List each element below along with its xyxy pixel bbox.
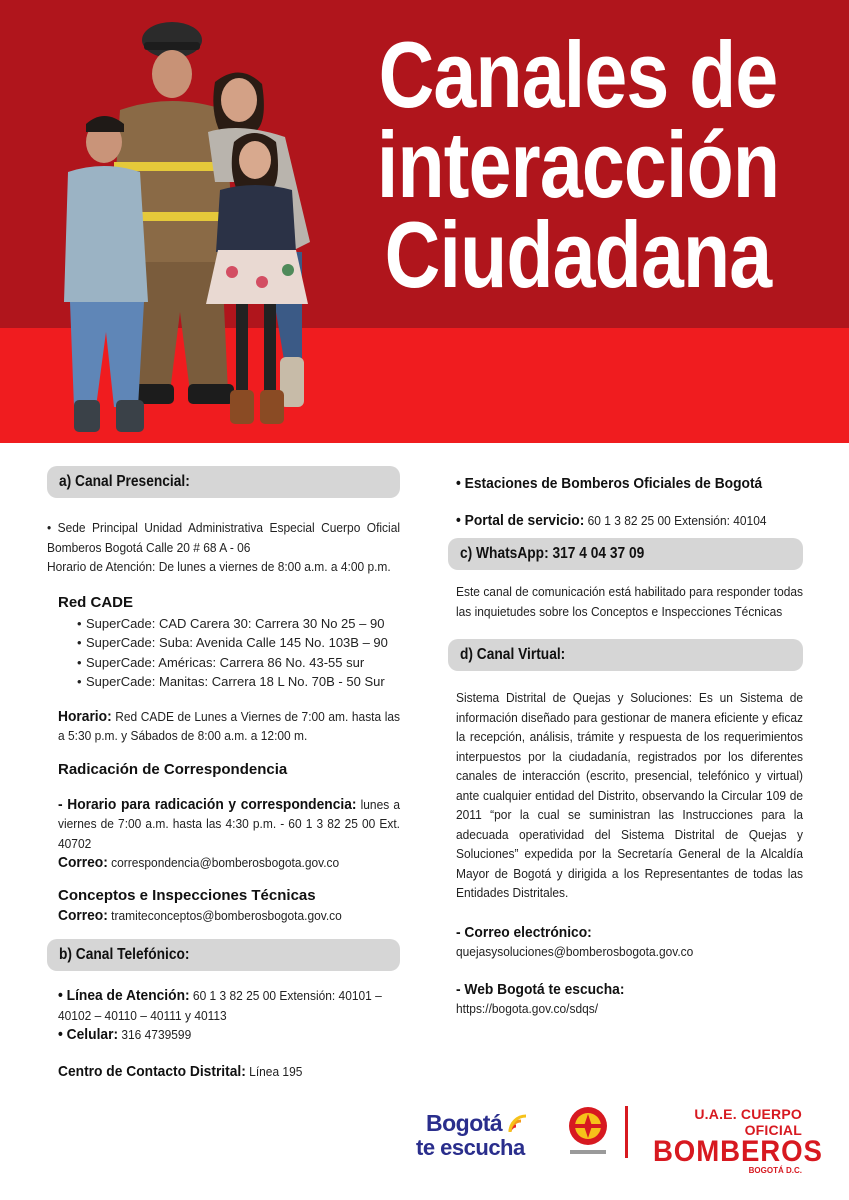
bomberos-logo <box>640 1106 823 1175</box>
radicacion-value: lunes a viernes de 7:00 a.m. hasta las 4:30 p.m. - 60 1 3 82 25 00 Ext. 40702 <box>58 796 401 851</box>
correo-correspondencia[interactable]: correspondencia@bomberosbogota.gov.co <box>107 855 340 870</box>
boy-shirt <box>64 166 148 302</box>
logo-divider <box>625 1106 628 1158</box>
sede-text: • Sede Principal Unidad Administrativa Especial Cuerpo Oficial Bomberos Bogotá Calle 20 # 68 A - 06 <box>47 520 401 555</box>
woman-face <box>221 78 257 122</box>
contacto-value: Línea 195 <box>245 1063 303 1079</box>
list-item: • SuperCade: CAD Carera 30: Carrera 30 No 25 – 90 <box>77 614 400 634</box>
radicacion-block <box>58 795 400 873</box>
portal-label: • Portal de servicio: <box>456 511 585 529</box>
virtual-web <box>456 980 803 1019</box>
boy-shoe-left <box>74 400 100 432</box>
helmet-brim <box>144 42 200 50</box>
estaciones-line: • Estaciones de Bomberos Oficiales de Bogotá <box>456 475 763 492</box>
girl-skirt <box>206 250 308 304</box>
correo-label: Correo: <box>58 854 108 871</box>
section-header-virtual: d) Canal Virtual: <box>448 639 803 671</box>
correo-conceptos[interactable]: tramiteconceptos@bomberosbogota.gov.co <box>107 907 342 923</box>
signal-arcs-icon <box>506 1112 532 1136</box>
red-cade-heading: Red CADE <box>58 593 134 611</box>
virtual-web-label: - Web Bogotá te escucha: <box>456 980 625 998</box>
left-column <box>47 466 400 1081</box>
skirt-flower <box>256 276 268 288</box>
firefighter-face <box>152 50 192 98</box>
boy-shoe-right <box>116 400 144 432</box>
conceptos-heading: Conceptos e Inspecciones Técnicas <box>58 886 316 904</box>
celular-label: • Celular: <box>58 1026 119 1043</box>
header-banner <box>0 0 849 443</box>
telefonico-block <box>58 986 400 1081</box>
portal-line <box>456 511 803 531</box>
horario-label: Horario: <box>58 707 112 725</box>
page-title <box>365 22 791 307</box>
conceptos-block <box>58 906 400 926</box>
skirt-leaf <box>282 264 294 276</box>
list-item: • SuperCade: Suba: Avenida Calle 145 No. 103B – 90 <box>77 633 400 653</box>
title-line-2: interacción <box>376 112 780 217</box>
girl-top <box>216 185 296 252</box>
radicacion-heading: Radicación de Correspondencia <box>58 760 288 778</box>
presencial-block <box>47 518 400 577</box>
virtual-web-link[interactable]: https://bogota.gov.co/sdqs/ <box>456 1001 599 1016</box>
right-column <box>448 474 803 1019</box>
horario-value: Red CADE de Lunes a Viernes de 7:00 am. hasta las a 5:30 p.m. y Sábados de 8:00 a.m. a 12:00 m. <box>58 708 401 743</box>
linea-label: • Línea de Atención: <box>58 987 190 1004</box>
section-header-whatsapp: c) WhatsApp: 317 4 04 37 09 <box>448 538 803 570</box>
radicacion-label: - Horario para radicación y correspondencia: <box>58 795 357 813</box>
firefighter-boot-right <box>188 384 234 404</box>
bogota-te-escucha-logo <box>414 1110 544 1162</box>
bomberos-seal-icon <box>564 1104 612 1162</box>
girl-face <box>239 141 271 179</box>
virtual-correo <box>456 923 803 962</box>
logo-bomberos-line3: BOGOTÁ D.C. <box>748 1166 802 1175</box>
red-cade-list <box>59 614 400 692</box>
boy-hair <box>86 116 124 132</box>
red-cade-horario <box>58 707 400 746</box>
portal-value: 60 1 3 82 25 00 Extensión: 40104 <box>584 512 767 528</box>
list-item: • SuperCade: Américas: Carrera 86 No. 43-55 sur <box>77 653 400 673</box>
logo-bomberos-line1: U.A.E. CUERPO OFICIAL <box>694 1106 802 1138</box>
girl-boot-right <box>260 390 284 424</box>
contacto-label: Centro de Contacto Distrital: <box>58 1062 246 1080</box>
virtual-correo-label: - Correo electrónico: <box>456 923 592 941</box>
section-header-presencial: a) Canal Presencial: <box>47 466 400 498</box>
girl-boot-left <box>230 390 254 424</box>
title-line-1: Canales de <box>378 22 778 127</box>
celular-value: 316 4739599 <box>118 1027 192 1042</box>
skirt-flower <box>226 266 238 278</box>
logo-bomberos-line2: BOMBEROS <box>652 1135 823 1168</box>
logo-bogota-line2: te escucha <box>416 1135 525 1160</box>
linea-value: 60 1 3 82 25 00 Extensión: 40101 – 40102 – 40110 – 40111 y 40113 <box>58 988 382 1023</box>
list-item: • SuperCade: Manitas: Carrera 18 L No. 70B - 50 Sur <box>77 672 400 692</box>
title-line-3: Ciudadana <box>384 202 772 307</box>
virtual-text: Sistema Distrital de Quejas y Soluciones: Es un Sistema de información diseñado para gestionar de manera eficiente y eficaz la recepción, análisis, trámite y respuesta de los requerimientos interpuestos por la ciudadanía, registrados por los diferentes canales de interacción (escrito, presencial, telefónico y virtual) ante cualquier entidad del Distrito, observando la Circular 109 de 2011 “por la cual se suministran las Instrucciones para la adecuada operatividad del Sistema Distrital de Quejas y Soluciones” expedida por la Secretaría General de la Alcaldía Mayor de Bogotá y dirigida a los Representantes de todas las Entidades Distritales. <box>456 690 804 900</box>
boy-jeans <box>70 302 144 407</box>
whatsapp-text: Este canal de comunicación está habilitado para responder todas las inquietudes sobre los Conceptos e Inspecciones Técnicas <box>456 584 804 619</box>
family-photo <box>40 12 340 442</box>
virtual-correo-value[interactable]: quejasysoluciones@bomberosbogota.gov.co <box>456 944 694 959</box>
correo-label: Correo: <box>58 906 108 924</box>
logo-bogota-line1: Bogotá <box>426 1110 503 1136</box>
section-header-telefonico: b) Canal Telefónico: <box>47 939 400 971</box>
girl-leg-left <box>236 304 248 394</box>
girl-leg-right <box>264 304 276 394</box>
horario-atencion-text: Horario de Atención: De lunes a viernes de 8:00 a.m. a 4:00 p.m. <box>47 559 391 574</box>
